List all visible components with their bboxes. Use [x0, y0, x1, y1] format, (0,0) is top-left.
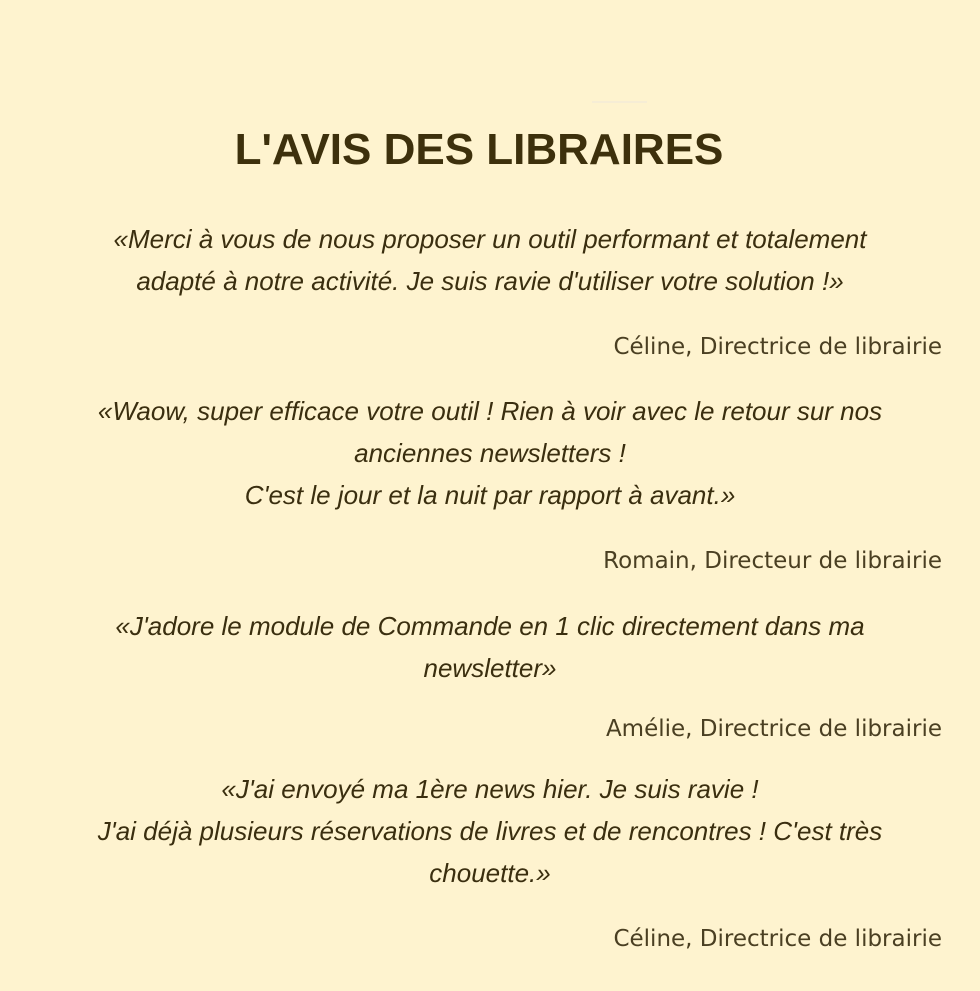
quote-line: «J'ai envoyé ma 1ère news hier. Je suis ravie !: [221, 774, 759, 804]
quote-line: newsletter»: [423, 653, 557, 683]
quote-line: C'est le jour et la nuit par rapport à avant.»: [244, 480, 736, 510]
decorative-divider: [592, 101, 647, 103]
quote-line: adapté à notre activité. Je suis ravie d'utiliser votre solution !»: [136, 266, 844, 296]
testimonial-author-2: Romain, Directeur de librairie: [603, 548, 942, 574]
quote-line: «J'adore le module de Commande en 1 clic directement dans ma: [115, 611, 865, 641]
quote-line: J'ai déjà plusieurs réservations de livres et de rencontres ! C'est très: [97, 816, 883, 846]
quote-line: anciennes newsletters !: [354, 438, 626, 468]
testimonial-author-1: Céline, Directrice de librairie: [613, 334, 942, 360]
testimonial-quote-1: [40, 218, 940, 302]
testimonial-author-4: Céline, Directrice de librairie: [613, 926, 942, 952]
quote-line: «Waow, super efficace votre outil ! Rien à voir avec le retour sur nos: [97, 396, 883, 426]
section-title: L'AVIS DES LIBRAIRES: [234, 125, 724, 174]
testimonial-quote-3: [40, 605, 940, 689]
quote-line: «Merci à vous de nous proposer un outil performant et totalement: [113, 224, 867, 254]
testimonial-quote-4: [40, 768, 940, 894]
quote-line: chouette.»: [429, 858, 551, 888]
testimonial-quote-2: [40, 390, 940, 516]
testimonial-author-3: Amélie, Directrice de librairie: [605, 716, 942, 742]
